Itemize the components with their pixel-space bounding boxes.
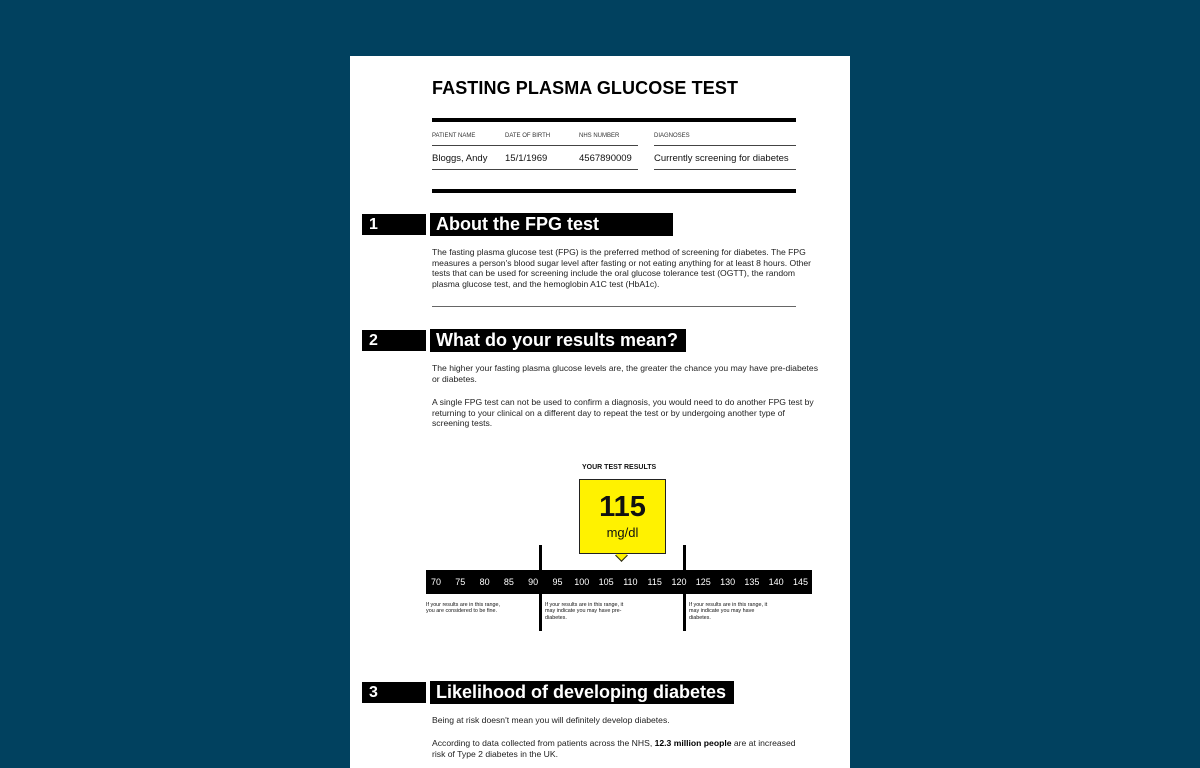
document-title: FASTING PLASMA GLUCOSE TEST: [432, 78, 739, 98]
section-3-statistic: [432, 738, 802, 759]
nhs-number-value: 4567890009: [579, 153, 632, 164]
scale-tick: 90: [528, 577, 539, 587]
diagnoses-value-rule: [654, 169, 796, 170]
scale-tick: 130: [720, 577, 736, 587]
nhs-number-label: NHS NUMBER: [579, 133, 620, 139]
section-1-number: 1: [362, 214, 426, 235]
scale-tick: 95: [552, 577, 563, 587]
scale-tick: 105: [598, 577, 614, 587]
section-3-paragraph-1: Being at risk doesn't mean you will definitely develop diabetes.: [432, 715, 670, 725]
scale-tick: 80: [479, 577, 490, 587]
range-note-prediabetes: If your results are in this range, it may indicate you may have pre-diabetes.: [545, 602, 624, 621]
scale-tick: 115: [647, 577, 662, 587]
statistic-text-before: According to data collected from patients across the NHS,: [432, 738, 655, 748]
scale-tick: 100: [574, 577, 590, 587]
section-2-paragraph-1: The higher your fasting plasma glucose levels are, the greater the chance you may have pre-diabetes or diabetes.: [432, 363, 818, 384]
diagnoses-label: DIAGNOSES: [654, 133, 690, 139]
diagnoses-label-rule: [654, 145, 796, 146]
result-unit: mg/dl: [606, 525, 639, 540]
patient-info-rule: [432, 189, 796, 193]
patient-name-value: Bloggs, Andy: [432, 153, 488, 164]
document-page: [350, 56, 850, 768]
patient-name-label: PATIENT NAME: [432, 133, 476, 139]
scale-tick: 140: [768, 577, 784, 587]
range-note-normal: If your results are in this range, you are considered to be fine.: [426, 602, 501, 615]
scale-tick: 150: [817, 577, 833, 587]
results-label: YOUR TEST RESULTS: [582, 464, 657, 471]
range-note-diabetes: If your results are in this range, it may indicate you may have diabetes.: [689, 602, 768, 621]
result-value: 115: [599, 491, 646, 523]
section-2-number: 2: [362, 330, 426, 351]
diagnoses-value: Currently screening for diabetes: [654, 153, 789, 164]
scale-tick: 70: [430, 577, 442, 587]
patient-value-rule: [432, 169, 638, 170]
statistic-text-after: are at increased risk of Type 2 diabetes in the UK.: [432, 738, 796, 759]
scale-tick: 145: [792, 577, 809, 587]
section-2-paragraph-2: A single FPG test can not be used to confirm a diagnosis, you would need to do another FPG test by returning to your clinical on a different day to repeat the test or by undergoing another type of screening tests.: [432, 397, 814, 429]
scale-tick: 125: [695, 577, 711, 587]
section-1-rule: [432, 306, 796, 307]
scale-tick: 85: [503, 577, 514, 587]
scale-tick: 135: [744, 577, 760, 587]
section-1-title: About the FPG test: [430, 213, 673, 236]
scale-tick: 75: [455, 577, 466, 587]
section-1-paragraph: The fasting plasma glucose test (FPG) is the preferred method of screening for diabetes. The FPG measures a person's blood sugar level after fasting or not eating anything for at least 8 hours. Other tests that can be used for screening include the oral glucose tolerance test (OGTT), the random plasma glucose test, and the hemoglobin A1C test (HbA1c).: [432, 247, 812, 289]
statistic-highlight: 12.3 million people: [654, 738, 732, 748]
patient-label-rule: [432, 145, 638, 146]
section-3-number: 3: [362, 682, 426, 703]
section-2-title: What do your results mean?: [430, 329, 686, 352]
dob-label: DATE OF BIRTH: [505, 133, 551, 139]
section-3-title: Likelihood of developing diabetes: [430, 681, 734, 704]
result-box: [579, 479, 666, 554]
scale-tick: 110: [623, 577, 638, 587]
scale-tick: 120: [671, 577, 687, 587]
glucose-scale-bar: [426, 570, 833, 594]
dob-value: 15/1/1969: [505, 153, 548, 164]
header-rule: [432, 118, 796, 122]
